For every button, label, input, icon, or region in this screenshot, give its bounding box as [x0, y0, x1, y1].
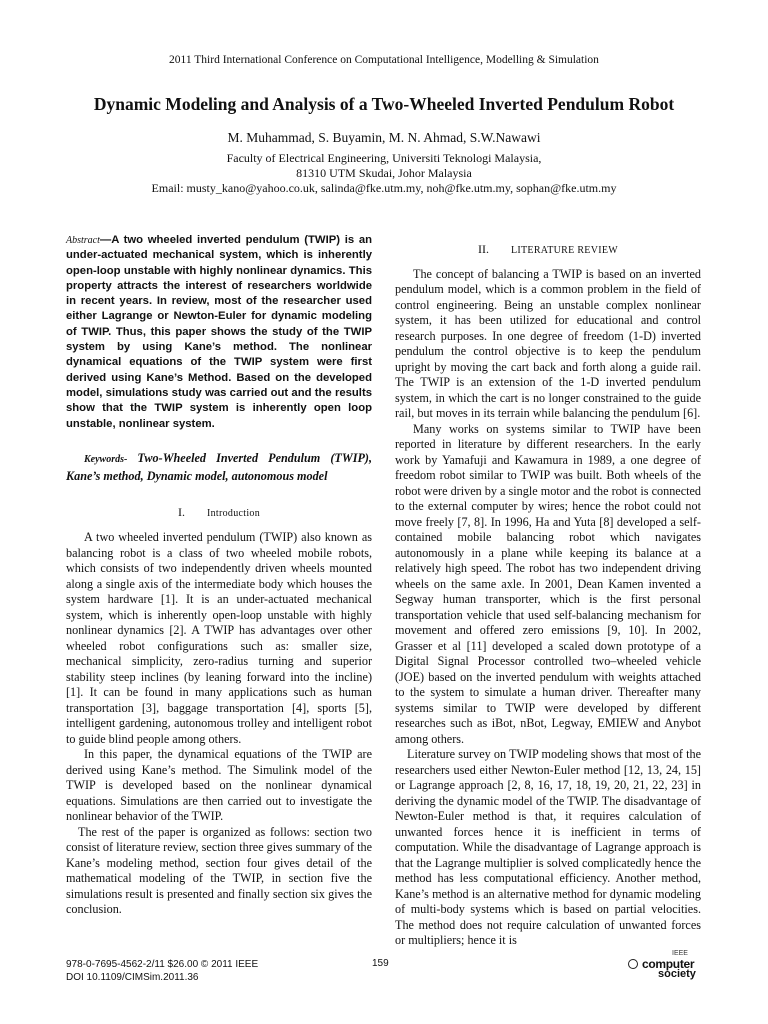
lit-paragraph-1: The concept of balancing a TWIP is based on an inverted pendulum model, which is a common problem in the field of control engineering. Being an unstable complex nonlinear system, it has been utilized for educational and control research purposes. In one degree of freedom (1-D) inverted pendulum the control objective is to keep the pendulum upright by moving the cart back and forth along a guide rail. The TWIP is an extension of the 1-D inverted pendulum system, in which the cart is no longer constrained to the guide rail, but moves in its terrain while balancing the pendulum [6].	[395, 266, 701, 420]
abstract-text: —A two wheeled inverted pendulum (TWIP) is an under-actuated mechanical system, which is inherently open-loop unstable with highly nonlinear dynamics. This property attracts the interest of researchers worldwide in recent years. In review, most of the researcher used either Lagrange or Newton-Euler for dynamic modeling of TWIP. Thus, this paper shows the study of the TWIP system by using Kane’s method. The nonlinear dynamical equations of the TWIP system were first derived using Kane’s Method. Based on the developed model, simulations study was carried out and the results show that the TWIP system is inherently open loop unstable, nonlinear system.	[66, 234, 372, 430]
intro-paragraph-2: In this paper, the dynamical equations of the TWIP are derived using Kane’s method. The Simulink model of the TWIP is developed based on the nonlinear dynamical equations. Simulations are then carried out to investigate the nonlinear behavior of the TWIP.	[66, 747, 372, 824]
email-line: Email: musty_kano@yahoo.co.uk, salinda@fke.utm.my, noh@fke.utm.my, sophan@fke.utm.my	[151, 181, 617, 195]
keywords-text: Two-Wheeled Inverted Pendulum (TWIP), Kane’s method, Dynamic model, autonomous model	[66, 450, 372, 483]
conference-name: 2011 Third International Conference on Computational Intelligence, Modelling & Simulation	[169, 54, 599, 66]
abstract-label: Abstract	[66, 235, 100, 246]
keywords-label: Keywords-	[84, 453, 128, 465]
abstract	[66, 233, 372, 432]
section-name: LITERATURE REVIEW	[510, 245, 619, 256]
affiliation-line-1: Faculty of Electrical Engineering, Universiti Teknologi Malaysia,	[226, 151, 542, 165]
logo-ieee-text: IEEE	[672, 950, 688, 957]
footer-doi: DOI 10.1109/CIMSim.2011.36	[66, 972, 199, 983]
logo-computer-text: computer	[642, 957, 695, 971]
footer-citation	[66, 958, 258, 984]
section-heading-literature-review	[395, 242, 701, 259]
footer-isbn: 978-0-7695-4562-2/11 $26.00 © 2011 IEEE	[66, 959, 259, 970]
section-number: I.	[177, 504, 185, 519]
paper-title: Dynamic Modeling and Analysis of a Two-Wheeled Inverted Pendulum Robot	[93, 94, 675, 114]
globe-icon	[628, 959, 638, 969]
page-number: 159	[372, 958, 389, 969]
author-list: M. Muhammad, S. Buyamin, M. N. Ahmad, S.W.Nawawi	[227, 130, 541, 145]
intro-paragraph-1: A two wheeled inverted pendulum (TWIP) also known as balancing robot is a class of two wheeled mobile robots, which consists of two independently driven wheels mounted along a single axis of the intermediate body which houses the system hardware [1]. It is an under-actuated mechanical system, which is inherently open-loop unstable with highly nonlinear dynamics [2]. A TWIP has advantages over other wheeled robot configurations such as: smaller size, mechanical simplicity, zero-radius turning and superior stability steep inclines (by leaning forward into the incline) [1]. It can be found in many applications such as human transportation [3], baggage transportation [4], sports [5], intelligent gardening, autonomous trolley and intelligent robot to guide blind people among others.	[66, 530, 372, 746]
section-heading-introduction	[66, 505, 372, 522]
left-column	[66, 233, 372, 918]
affiliation-line-2: 81310 UTM Skudai, Johor Malaysia	[296, 166, 472, 180]
right-column	[395, 233, 701, 949]
keywords	[66, 450, 372, 484]
section-number: II.	[477, 242, 489, 256]
lit-paragraph-3: Literature survey on TWIP modeling shows that most of the researchers used either Newton-Euler method [12, 13, 24, 15] or Lagrange approach [2, 8, 16, 17, 18, 19, 20, 21, 22, 23] in deriving the dynamic model of the TWIP. The disadvantage of Newton-Euler method is that, it requires calculation of unwanted forces hence it is inefficient in terms of computation. While the disadvantage of Lagrange approach is that the Lagrange multiplier is solved complicatedly hence the method has less computational efficiency. Another method, Kane’s method is an alternative method for dynamic modeling of multi-body systems which is based on partial velocities. The method does not require calculation of unwanted forces or multipliers; hence it is	[395, 747, 701, 947]
ieee-computer-society-logo	[628, 950, 708, 982]
lit-paragraph-2: Many works on systems similar to TWIP have been reported in literature by different researchers. In the early work by Yamafuji and Kawamura in 1989, a one degree of freedom robot similar to TWIP was built. Both wheels of the robot were driven by a single motor and the robot is connected to the external computer by wires; hence the robot could not move freely [7, 8]. In 1996, Ha and Yuta [8] developed a self-contained mobile balancing robot which navigates autonomously in a plane while keeping its balance at a relatively high speed. The robot has two independent driving wheels on the same axle. In 2001, Dean Kamen invented a Segway human transporter, which is the first personal transportation vehicle that used self-balancing mechanism for movement and offered zero emissions [9, 10]. In 2002, Grasser et al [11] developed a scaled down prototype of a Digital Signal Processor controlled two–wheeled vehicle (JOE) based on the inverted pendulum with weights attached to the system to simulate a human driver. Thereafter many systems similar to TWIP were developed by different researches such as iBot, nBot, Legway, EMIEW and Anybot among others.	[395, 421, 701, 746]
intro-paragraph-3: The rest of the paper is organized as follows: section two consist of literature review, section three gives summary of the Kane’s modeling method, section four gives detail of the mathematical modeling of the TWIP, in section five the simulations result is presented and finally section six gives the conclusion.	[66, 824, 372, 917]
section-name: Introduction	[206, 507, 261, 519]
logo-society-text: society	[658, 968, 696, 980]
